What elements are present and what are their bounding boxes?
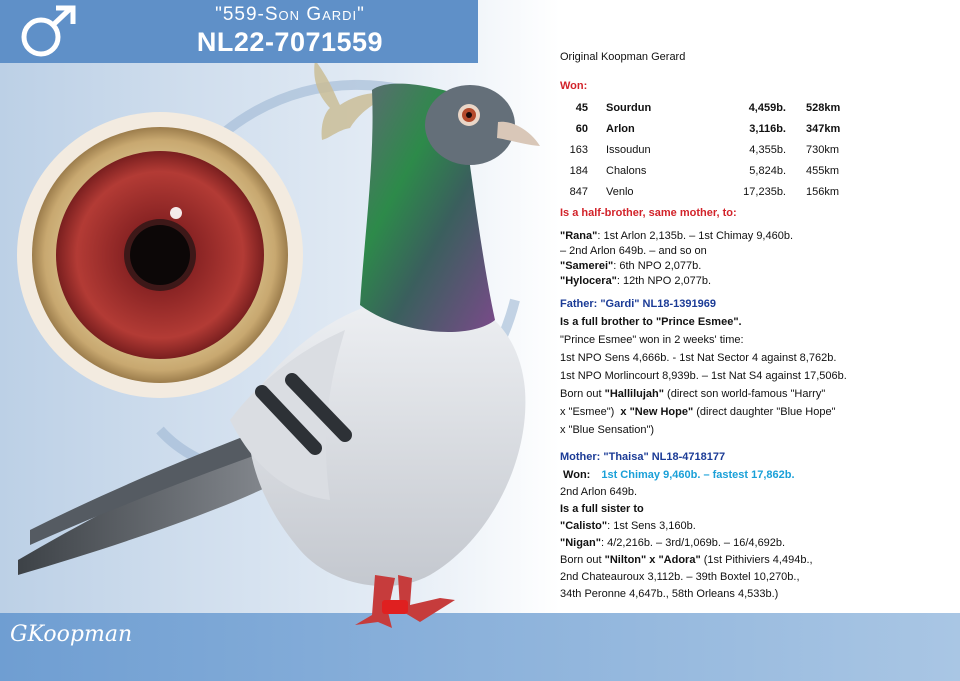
mother-born-line [560,553,950,568]
spacer-cell [588,140,606,161]
won-title: Won: [560,80,588,92]
ring-number: NL22-7071559 [196,27,384,57]
result-position: 184 [569,165,588,177]
result-row [560,119,866,140]
nigan-results: : 4/2,216b. – 3rd/1,069b. – 16/4,692b. [601,537,786,549]
rana-results: : 1st Arlon 2,135b. – 1st Chimay 9,460b. [597,230,794,242]
pedigree-info [560,50,950,602]
mother-line-2: 2nd Arlon 649b. [560,486,638,498]
mother-won-line [560,468,950,483]
father-line-6: x "Blue Sensation") [560,424,655,436]
half-brother-title: Is a half-brother, same mother, to: [560,207,737,219]
mother-born-post: (1st Pithiviers 4,494b., [700,554,813,566]
mother-line-chateauroux: 2nd Chateauroux 3,112b. – 39th Boxtel 10,270b., [560,571,800,583]
result-row [560,140,866,161]
rana-name: "Rana" [560,230,598,242]
spacer-cell [588,182,606,203]
mother-won-label: Won: [560,469,591,481]
spacer-cell [786,140,806,161]
results-table [560,98,866,203]
father-title: Father: "Gardi" NL18-1391969 [560,298,716,310]
result-birds: 4,459b. [748,102,786,114]
spacer-cell [588,161,606,182]
samerei-line [560,259,950,274]
mother-title: Mother: "Thaisa" NL18-4718177 [560,451,726,463]
father-line-1: "Prince Esmee" won in 2 weeks' time: [560,334,744,346]
samerei-name: "Samerei" [560,260,614,272]
nigan-name: "Nigan" [560,537,601,549]
father-line-2: 1st NPO Sens 4,666b. - 1st Nat Sector 4 against 8,762b. [560,352,837,364]
calisto-name: "Calisto" [560,520,608,532]
result-race: Chalons [606,165,647,177]
father-l4-post: (direct son world-famous "Harry" [663,388,826,400]
father-l5-post: (direct daughter "Blue Hope" [693,406,836,418]
rana-line [560,229,950,244]
result-distance: 347km [806,123,841,135]
father-line-4 [560,387,950,402]
result-row [560,98,866,119]
breeder-line: Original Koopman Gerard [560,51,686,63]
calisto-results: : 1st Sens 3,160b. [607,520,696,532]
result-race: Venlo [606,186,634,198]
hylocera-line [560,274,950,289]
male-symbol-icon [17,4,79,60]
mother-born-bold: "Nilton" x "Adora" [604,554,701,566]
mother-line-peronne: 34th Peronne 4,647b., 58th Orleans 4,533b.) [560,588,779,600]
samerei-results: : 6th NPO 2,077b. [613,260,702,272]
result-birds: 17,235b. [743,186,786,198]
father-l5-pre: x "Esmee") [560,406,621,418]
father-line-3: 1st NPO Morlincourt 8,939b. – 1st Nat S4 against 17,506b. [560,370,847,382]
result-birds: 5,824b. [749,165,786,177]
father-full-brother: Is a full brother to "Prince Esmee". [560,316,742,328]
mother-born-pre: Born out [560,554,605,566]
spacer-cell [786,98,806,119]
result-distance: 528km [806,102,841,114]
result-birds: 4,355b. [749,144,786,156]
mother-full-sister: Is a full sister to [560,503,644,515]
father-l4-bold: "Hallilujah" [604,388,664,400]
spacer-cell [786,161,806,182]
father-l5-bold: x "New Hope" [620,406,694,418]
spacer-cell [786,119,806,140]
result-birds: 3,116b. [749,123,786,135]
hylocera-results: : 12th NPO 2,077b. [616,275,712,287]
spacer-cell [786,182,806,203]
result-race: Issoudun [606,144,651,156]
mother-won-value: 1st Chimay 9,460b. – fastest 17,862b. [601,469,795,481]
father-l4-pre: Born out [560,388,605,400]
pigeon-name: "559-Son Gardi" [215,4,365,25]
result-position: 60 [575,123,588,135]
calisto-line [560,519,950,534]
result-row [560,161,866,182]
result-distance: 455km [806,165,840,177]
result-race: Arlon [606,123,635,135]
result-race: Sourdun [606,102,652,114]
spacer-cell [588,98,606,119]
result-distance: 730km [806,144,840,156]
result-position: 847 [569,186,588,198]
result-row [560,182,866,203]
nigan-line [560,536,950,551]
result-distance: 156km [806,186,840,198]
spacer-cell [588,119,606,140]
rana-line-2: – 2nd Arlon 649b. – and so on [560,245,707,257]
result-position: 163 [569,144,588,156]
breeder-signature: GKoopman [10,622,133,647]
result-position: 45 [575,102,588,114]
father-line-5 [560,405,950,420]
hylocera-name: "Hylocera" [560,275,617,287]
